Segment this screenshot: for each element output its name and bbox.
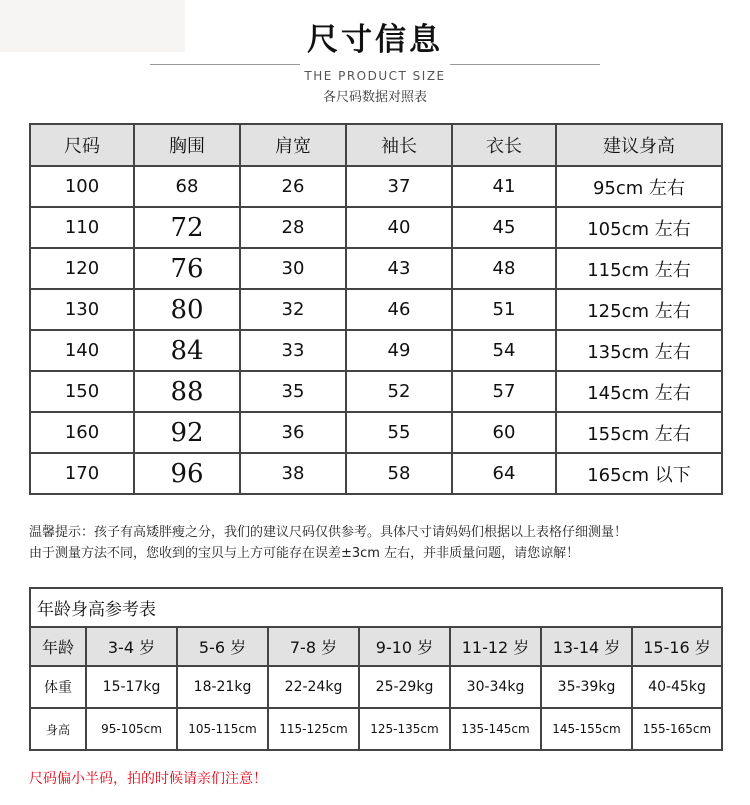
cell-sleeve: 40 <box>346 207 452 248</box>
page-title: 尺寸信息 <box>307 22 443 58</box>
cell-height: 155cm 左右 <box>556 412 722 453</box>
cell-size: 110 <box>30 207 134 248</box>
cell-size: 170 <box>30 453 134 494</box>
cell-length: 64 <box>452 453 556 494</box>
cell-sleeve: 37 <box>346 166 452 207</box>
table-row <box>30 330 722 371</box>
cell-length: 45 <box>452 207 556 248</box>
cell-chest: 76 <box>134 248 240 289</box>
cell-chest: 80 <box>134 289 240 330</box>
cell-chest: 92 <box>134 412 240 453</box>
cell-size: 160 <box>30 412 134 453</box>
header-height: 建议身高 <box>556 124 722 166</box>
cell-shoulder: 35 <box>240 371 346 412</box>
size-table <box>29 123 723 495</box>
height-cell: 115-125cm <box>268 708 359 750</box>
cell-shoulder: 33 <box>240 330 346 371</box>
weight-cell: 25-29kg <box>359 666 450 708</box>
cell-chest: 68 <box>134 166 240 207</box>
cell-size: 150 <box>30 371 134 412</box>
table-row <box>30 289 722 330</box>
subtitle-english: THE PRODUCT SIZE <box>304 69 446 83</box>
cell-height: 145cm 左右 <box>556 371 722 412</box>
age-cell: 3-4 岁 <box>86 627 177 666</box>
cell-chest: 72 <box>134 207 240 248</box>
weight-cell: 35-39kg <box>541 666 632 708</box>
weight-label: 体重 <box>30 666 86 708</box>
cell-shoulder: 28 <box>240 207 346 248</box>
table-row <box>30 248 722 289</box>
height-row <box>30 708 722 750</box>
height-cell: 135-145cm <box>450 708 541 750</box>
cell-height: 95cm 左右 <box>556 166 722 207</box>
height-cell: 125-135cm <box>359 708 450 750</box>
cell-size: 120 <box>30 248 134 289</box>
table-row <box>30 207 722 248</box>
cell-length: 48 <box>452 248 556 289</box>
table-row <box>30 166 722 207</box>
cell-shoulder: 32 <box>240 289 346 330</box>
cell-sleeve: 43 <box>346 248 452 289</box>
size-warning: 尺码偏小半码，拍的时候请亲们注意！ <box>29 771 267 787</box>
table-row <box>30 371 722 412</box>
cell-height: 125cm 左右 <box>556 289 722 330</box>
cell-height: 105cm 左右 <box>556 207 722 248</box>
height-cell: 155-165cm <box>632 708 722 750</box>
cell-length: 57 <box>452 371 556 412</box>
cell-chest: 88 <box>134 371 240 412</box>
cell-shoulder: 30 <box>240 248 346 289</box>
cell-sleeve: 46 <box>346 289 452 330</box>
cell-chest: 96 <box>134 453 240 494</box>
age-table-caption: 年龄身高参考表 <box>30 588 722 627</box>
notice-line-2: 由于测量方法不同，您收到的宝贝与上方可能存在误差±3cm 左右，并非质量问题，请您谅解！ <box>29 546 580 561</box>
cell-length: 60 <box>452 412 556 453</box>
age-row <box>30 627 722 666</box>
cell-sleeve: 58 <box>346 453 452 494</box>
size-table-header <box>30 124 722 166</box>
cell-height: 165cm 以下 <box>556 453 722 494</box>
weight-cell: 40-45kg <box>632 666 722 708</box>
header-sleeve: 袖长 <box>346 124 452 166</box>
cell-sleeve: 49 <box>346 330 452 371</box>
height-cell: 95-105cm <box>86 708 177 750</box>
age-label: 年龄 <box>30 627 86 666</box>
cell-shoulder: 36 <box>240 412 346 453</box>
header-length: 衣长 <box>452 124 556 166</box>
header-chest: 胸围 <box>134 124 240 166</box>
title-divider-right <box>450 64 600 65</box>
cell-size: 140 <box>30 330 134 371</box>
notice-line-1: 温馨提示：孩子有高矮胖瘦之分，我们的建议尺码仅供参考。具体尺寸请妈妈们根据以上表格仔细测量！ <box>29 525 628 540</box>
cell-length: 54 <box>452 330 556 371</box>
age-cell: 15-16 岁 <box>632 627 722 666</box>
cell-chest: 84 <box>134 330 240 371</box>
cell-size: 100 <box>30 166 134 207</box>
age-cell: 11-12 岁 <box>450 627 541 666</box>
header-size: 尺码 <box>30 124 134 166</box>
cell-sleeve: 55 <box>346 412 452 453</box>
age-cell: 9-10 岁 <box>359 627 450 666</box>
age-cell: 13-14 岁 <box>541 627 632 666</box>
cell-length: 41 <box>452 166 556 207</box>
table-row <box>30 453 722 494</box>
cell-shoulder: 26 <box>240 166 346 207</box>
title-divider-left <box>150 64 300 65</box>
weight-cell: 30-34kg <box>450 666 541 708</box>
cell-length: 51 <box>452 289 556 330</box>
weight-cell: 22-24kg <box>268 666 359 708</box>
subtitle-chinese: 各尺码数据对照表 <box>322 90 427 105</box>
height-cell: 145-155cm <box>541 708 632 750</box>
age-cell: 7-8 岁 <box>268 627 359 666</box>
cell-size: 130 <box>30 289 134 330</box>
height-label: 身高 <box>30 708 86 750</box>
weight-row <box>30 666 722 708</box>
weight-cell: 18-21kg <box>177 666 268 708</box>
cell-sleeve: 52 <box>346 371 452 412</box>
age-cell: 5-6 岁 <box>177 627 268 666</box>
weight-cell: 15-17kg <box>86 666 177 708</box>
header-shoulder: 肩宽 <box>240 124 346 166</box>
cell-shoulder: 38 <box>240 453 346 494</box>
height-cell: 105-115cm <box>177 708 268 750</box>
cell-height: 115cm 左右 <box>556 248 722 289</box>
table-row <box>30 412 722 453</box>
cell-height: 135cm 左右 <box>556 330 722 371</box>
age-height-table <box>29 587 723 751</box>
